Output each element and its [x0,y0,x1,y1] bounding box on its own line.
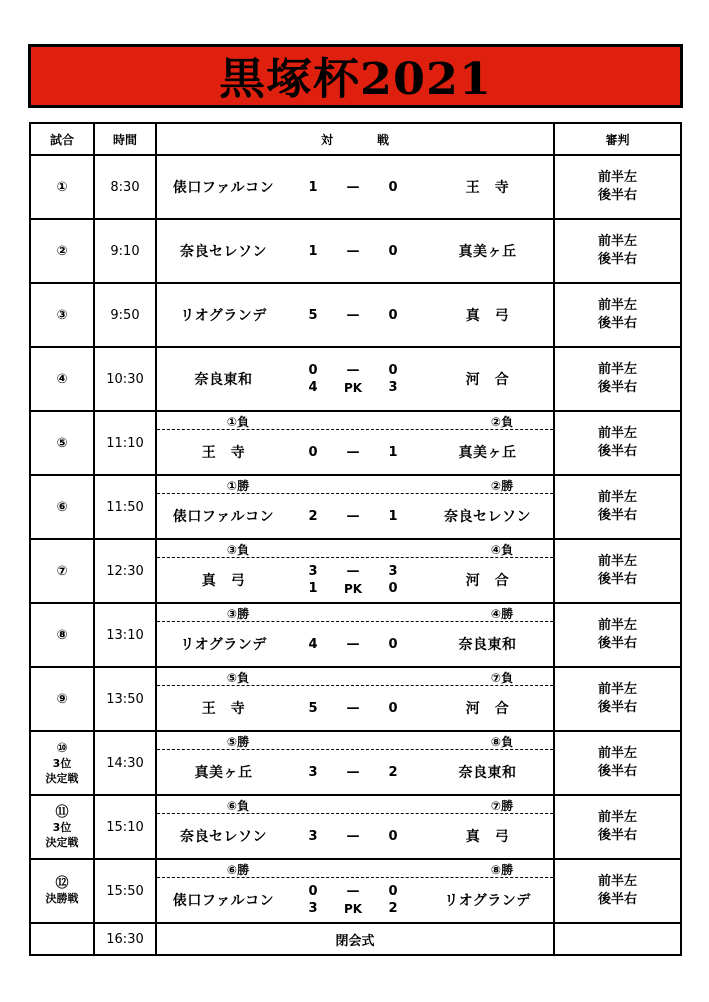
team-right: 真美ヶ丘 [458,244,517,260]
match-row [30,283,681,347]
matchup [157,348,553,410]
referee-first-half: 前半左 [597,362,637,377]
matchup [157,284,553,346]
referee-cell [554,155,681,219]
pk-left: 3 [308,901,318,916]
match-time: 10:30 [94,347,156,411]
matchup [157,558,553,602]
match-no: ⑨ [56,691,68,707]
match-stage [31,891,93,906]
score-right: 0 [388,884,398,899]
score-right: 1 [388,444,398,460]
match-no-cell [30,731,94,795]
pk-left: 4 [308,380,318,395]
matchup [157,750,553,794]
score-block [293,430,413,474]
referee-cell [554,667,681,731]
matchup-cell [156,603,554,667]
score-dash: — [346,884,360,899]
match-time: 15:50 [94,859,156,923]
bracket-notes [157,796,553,814]
match-row [30,219,681,283]
referee-cell [554,219,681,283]
score-right: 0 [388,363,398,378]
score-line [293,828,413,845]
team-left: 真美ヶ丘 [194,765,253,781]
score-left: 0 [308,363,318,378]
team-right: 王 寺 [465,180,510,196]
referee-cell [554,539,681,603]
score-line [293,563,413,580]
page-title: 黒塚杯2021 [218,53,493,105]
team-right: 真 弓 [465,829,510,845]
header-vs-left: 対 [320,132,333,147]
note-right: ④勝 [490,607,514,621]
referee-first-half: 前半左 [597,426,637,441]
team-left: 俵口ファルコン [172,509,275,525]
team-left: 奈良セレソン [180,244,267,260]
match-stage [31,820,93,850]
match-row [30,411,681,475]
team-left: 俵口ファルコン [172,893,275,909]
title-banner [28,44,683,108]
referee-first-half: 前半左 [597,618,637,633]
match-no-cell [30,283,94,347]
matchup [157,156,553,218]
referee-second-half: 後半右 [597,572,637,587]
score-line [293,243,413,260]
matchup-cell [156,219,554,283]
score-right: 2 [388,764,398,780]
match-stage-line: 決勝戦 [45,892,79,905]
referee-first-half: 前半左 [597,682,637,697]
matchup-cell [156,539,554,603]
score-dash: — [346,243,360,259]
team-left: リオグランデ [180,637,267,653]
referee-second-half: 後半右 [597,828,637,843]
note-right: ⑦負 [490,671,514,685]
match-no: ④ [56,371,68,387]
pk-label: PK [343,581,363,596]
score-left: 3 [308,764,318,780]
note-right: ②勝 [490,479,514,493]
match-no: ① [56,179,68,195]
match-no-cell [30,859,94,923]
matchup-cell [156,731,554,795]
match-time: 13:50 [94,667,156,731]
referee-second-half: 後半右 [597,252,637,267]
score-right: 0 [388,243,398,259]
referee-first-half: 前半左 [597,234,637,249]
header-row [30,123,681,155]
score-left: 5 [308,307,318,323]
match-no: ② [56,243,68,259]
score-block [293,156,413,218]
score-left: 0 [308,444,318,460]
match-row [30,155,681,219]
match-no-cell [30,795,94,859]
note-left: ①負 [226,415,250,429]
pk-label: PK [343,380,363,395]
matchup [157,622,553,666]
score-line [293,508,413,525]
match-row [30,539,681,603]
referee-first-half: 前半左 [597,810,637,825]
team-right: 奈良東和 [458,637,517,653]
score-left: 2 [308,508,318,524]
match-stage-line: 3位 [52,756,72,770]
match-no: ③ [56,307,68,323]
match-stage-line: 決定戦 [45,835,79,849]
team-right: 真美ヶ丘 [458,445,517,461]
score-dash: — [346,179,360,195]
note-left: ⑤勝 [226,735,250,749]
pk-right: 2 [388,901,398,916]
header-vs-right: 戦 [377,132,390,147]
team-right: 河 合 [465,372,510,388]
match-no-cell [30,411,94,475]
score-line [293,444,413,461]
header-vs [156,123,554,155]
match-time: 12:30 [94,539,156,603]
score-line [293,307,413,324]
referee-second-half: 後半右 [597,316,637,331]
matchup-cell [156,795,554,859]
score-left: 5 [308,700,318,716]
matchup [157,686,553,730]
match-row [30,731,681,795]
match-row [30,347,681,411]
referee-cell [554,795,681,859]
schedule-table [29,122,682,956]
header-referee: 審判 [554,123,681,155]
score-block [293,814,413,858]
match-no: ⑧ [56,627,68,643]
note-right: ④負 [490,543,514,557]
match-no: ⑥ [56,499,68,515]
matchup-cell [156,283,554,347]
match-row [30,603,681,667]
pk-line [293,900,413,917]
match-time: 13:10 [94,603,156,667]
score-left: 0 [308,884,318,899]
note-left: ⑥勝 [226,863,250,877]
score-right: 0 [388,700,398,716]
bracket-notes [157,732,553,750]
score-line [293,362,413,379]
bracket-notes [157,540,553,558]
score-right: 0 [388,307,398,323]
referee-cell [554,603,681,667]
closing-ref-cell [554,923,681,955]
bracket-notes [157,476,553,494]
score-dash: — [346,828,360,844]
referee-cell [554,283,681,347]
score-dash: — [346,636,360,652]
score-left: 1 [308,179,318,195]
score-dash: — [346,363,360,378]
referee-second-half: 後半右 [597,892,637,907]
team-right: リオグランデ [444,893,531,909]
score-right: 0 [388,179,398,195]
bracket-notes [157,412,553,430]
referee-second-half: 後半右 [597,764,637,779]
score-line [293,700,413,717]
team-left: 奈良東和 [194,372,253,388]
score-block [293,494,413,538]
score-block [293,284,413,346]
pk-right: 3 [388,380,398,395]
match-no-cell [30,155,94,219]
match-time: 9:50 [94,283,156,347]
pk-line [293,580,413,597]
matchup-cell [156,155,554,219]
match-time: 11:50 [94,475,156,539]
closing-no-cell [30,923,94,955]
matchup [157,430,553,474]
match-row [30,475,681,539]
note-right: ⑧勝 [490,863,514,877]
bracket-notes [157,860,553,878]
referee-cell [554,475,681,539]
score-block [293,622,413,666]
match-time: 9:10 [94,219,156,283]
bracket-notes [157,604,553,622]
score-block [293,686,413,730]
note-left: ⑤負 [226,671,250,685]
matchup [157,220,553,282]
team-right: 真 弓 [465,308,510,324]
match-time: 14:30 [94,731,156,795]
score-block [293,348,413,410]
referee-second-half: 後半右 [597,508,637,523]
score-dash: — [346,444,360,460]
match-stage [31,756,93,786]
match-no-cell [30,603,94,667]
score-right: 3 [388,564,398,579]
referee-second-half: 後半右 [597,444,637,459]
score-block [293,558,413,602]
note-left: ③勝 [226,607,250,621]
matchup-cell [156,347,554,411]
score-line [293,883,413,900]
team-right: 河 合 [465,701,510,717]
team-left: 奈良セレソン [180,829,267,845]
matchup [157,494,553,538]
referee-first-half: 前半左 [597,554,637,569]
referee-second-half: 後半右 [597,380,637,395]
score-block [293,878,413,922]
match-no-cell [30,347,94,411]
note-right: ②負 [490,415,514,429]
match-stage-line: 3位 [52,820,72,834]
pk-left: 1 [308,581,318,596]
match-row [30,667,681,731]
match-stage-line: 決定戦 [45,771,79,785]
score-left: 4 [308,636,318,652]
referee-first-half: 前半左 [597,298,637,313]
score-block [293,750,413,794]
match-time: 8:30 [94,155,156,219]
matchup-cell [156,667,554,731]
score-left: 3 [308,564,318,579]
closing-time: 16:30 [94,923,156,955]
referee-second-half: 後半右 [597,700,637,715]
team-right: 奈良東和 [458,765,517,781]
team-right: 奈良セレソン [444,509,531,525]
matchup-cell [156,859,554,923]
match-no-cell [30,475,94,539]
pk-line [293,379,413,396]
match-no: ⑦ [56,563,68,579]
note-right: ⑧負 [490,735,514,749]
team-left: リオグランデ [180,308,267,324]
score-right: 0 [388,636,398,652]
referee-first-half: 前半左 [597,746,637,761]
match-no: ⑩ [56,740,68,756]
score-dash: — [346,508,360,524]
team-left: 真 弓 [201,573,246,589]
score-right: 0 [388,828,398,844]
referee-cell [554,731,681,795]
score-dash: — [346,307,360,323]
match-row [30,859,681,923]
match-no-cell [30,219,94,283]
match-time: 15:10 [94,795,156,859]
score-dash: — [346,764,360,780]
match-no: ⑤ [56,435,68,451]
bracket-notes [157,668,553,686]
matchup-cell [156,475,554,539]
match-no: ⑪ [55,804,69,820]
note-right: ⑦勝 [490,799,514,813]
header-time: 時間 [94,123,156,155]
pk-right: 0 [388,581,398,596]
score-right: 1 [388,508,398,524]
match-no-cell [30,667,94,731]
closing-row [30,923,681,955]
score-line [293,636,413,653]
team-left: 王 寺 [201,445,246,461]
referee-cell [554,411,681,475]
referee-second-half: 後半右 [597,636,637,651]
note-left: ⑥負 [226,799,250,813]
match-row [30,795,681,859]
score-left: 1 [308,243,318,259]
pk-label: PK [343,901,363,916]
score-line [293,179,413,196]
team-left: 王 寺 [201,701,246,717]
score-dash: — [346,564,360,579]
team-right: 河 合 [465,573,510,589]
closing-label: 閉会式 [156,923,554,955]
note-left: ①勝 [226,479,250,493]
matchup [157,814,553,858]
header-no: 試合 [30,123,94,155]
team-left: 俵口ファルコン [172,180,275,196]
score-block [293,220,413,282]
matchup [157,878,553,922]
score-left: 3 [308,828,318,844]
note-left: ③負 [226,543,250,557]
match-time: 11:10 [94,411,156,475]
referee-first-half: 前半左 [597,170,637,185]
matchup-cell [156,411,554,475]
referee-cell [554,859,681,923]
score-line [293,764,413,781]
match-no: ⑫ [55,876,69,891]
referee-second-half: 後半右 [597,188,637,203]
referee-cell [554,347,681,411]
referee-first-half: 前半左 [597,874,637,889]
score-dash: — [346,700,360,716]
referee-first-half: 前半左 [597,490,637,505]
match-no-cell [30,539,94,603]
